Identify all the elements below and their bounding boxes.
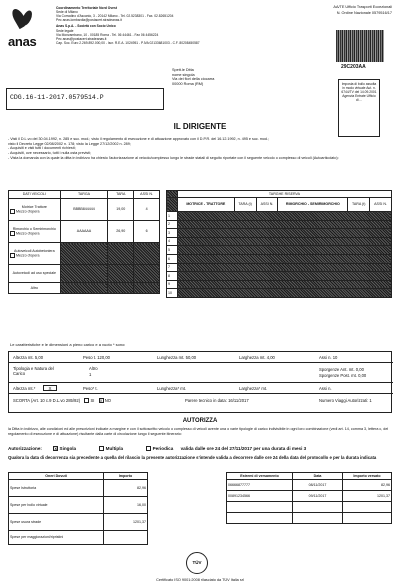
page-title: IL DIRIGENTE	[173, 122, 227, 131]
costs-table: Oneri Dovuti Importo Spese Istruttoria 82,96 Spese per bollo virtuale 16,00 Spese usura strade 1201,37 Spese per maggiorazioni/ripristini	[8, 472, 148, 545]
barcode	[336, 30, 384, 62]
tuv-mark: TÜV	[192, 560, 202, 565]
peso: Peso t. 120,00	[83, 355, 111, 360]
table-row: 00891234566 09/11/2017 1201,37	[227, 491, 392, 502]
assi: Assi n. 10	[319, 355, 338, 360]
authorization-label: Autorizzazione:	[8, 446, 42, 451]
protocol-number: CDG.16-11-2017.0579514.P	[10, 94, 104, 101]
table-row: 4	[167, 237, 392, 246]
tipologia-sub: 1	[89, 372, 92, 377]
table-row	[227, 513, 392, 524]
table-row: 8	[167, 272, 392, 281]
table-row: 2	[167, 220, 392, 229]
payments-table: Estremi di versamento Data Importo versato 06666877777 08/11/2017 82,96 00891234566 09/11/2017 1201,37	[226, 472, 392, 524]
validity: valida dalle ore 24 del 27/11/2017 per una durata di mesi 3	[180, 446, 307, 451]
assi-vuoto: Assi n.	[319, 386, 332, 391]
table-row: Spese per maggiorazioni/ripristini	[9, 531, 148, 545]
reserve-plates-table: TARGHE RISERVA MOTRICE - TRATTORE TARA (t) ASSI N. RIMORCHIO - SEMIRIMORCHIO TARA (t) ASSI N. 1 2 3 4 5 6 7 8 9 10	[166, 190, 392, 298]
table-row: Motrice Trattore Mezzo d'opera BBBB844444 19,00 4	[9, 199, 160, 221]
table-row: 3	[167, 229, 392, 238]
table-row: 1	[167, 212, 392, 221]
certification-text: Certificato ISO 9001:2008 rilasciato da TÜV Italia srl	[156, 578, 244, 582]
tipologia-value: Altro	[89, 366, 98, 371]
authorization-type-row	[8, 446, 392, 452]
table-row: Autoveicoli ad uso speciale	[9, 265, 160, 283]
singola-checkbox: X	[54, 446, 58, 452]
table-row: 5	[167, 246, 392, 255]
office-title: AA/TE Ufficio Trasporti Eccezionali	[333, 5, 392, 9]
preamble: - Visti il D.L.vo del 30.04.1992, n. 285 e suc. mod.; visto il regolamento di esecuzione e di attuazione approvato con il D.P.R. del 16.12.1992, n. 495 e suc. mod.; visto il Decreto Legge 02/08/2002 n. 178; visto la Legge 27/12/2002 n. 289; - Acquisiti e visti tutti i documenti richiesti; - Acquisiti, ove necessario, tutti i nulla osta previsti; - Vista la domanda con la quale la ditta in indirizzo ha chiesto l'autorizzazione al veicolo/complesso lungo le strade statali di seguito riportate con il seguente veicolo o complesso di veicoli (Autoarticolato):	[8, 137, 339, 160]
table-row: Spese per bollo virtuale 16,00	[9, 497, 148, 514]
table-row: 06666877777 08/11/2017 82,96	[227, 480, 392, 491]
sporgenze-ant: Sporgenze Ant. mt. 0,00	[319, 367, 364, 372]
scorta-no-label: NO	[104, 398, 112, 403]
company-name: anas	[8, 34, 37, 49]
parere-tecnico: Parere tecnico in data: 16/11/2017	[185, 398, 249, 403]
larghezza: Larghezza mt. 4,00	[239, 355, 275, 360]
table-row: 10	[167, 289, 392, 298]
tipologia-label: Tipologia e Natura del Carico	[13, 366, 54, 377]
table-row: 6	[167, 254, 392, 263]
scorta-row	[13, 398, 111, 403]
scorta-si-checkbox	[84, 398, 89, 403]
vehicles-table: DATI VEICOLI TARGA TARA ASSI N. Motrice Trattore Mezzo d'opera BBBB844444 19,00 4 Rimorchio o Semirimorchio Mezzo d'opera AAAAAA 26,90 6 Autoveicoli Autobetoniera Mezzo d'opera Autoveicoli ad uso speciale Altro	[8, 190, 160, 294]
authorization-note: Qualora la data di decorrenza sia precedente a quella del rilascio la presente autorizzazione s'intende valida a decorrere dalle ore 24 della data del protocollo e per la durata indicata	[8, 455, 377, 460]
authorization-text: la Ditta in indirizzo, alle condizioni ed alle prescrizioni indicate a margine e con il sottoscritto veicolo o complesso di veicoli avente una o varie tipologie di carico indivisibile in ogni loro combinazione (vedi art. 14, comma 3, lettera c, del regolamento di esecuzione e di attuazione) risultante dalla carte di circolazione lungo il seguente itinerario:	[8, 427, 389, 436]
multipla-label: Multipla	[105, 446, 124, 451]
altezza-vuoto: Altezza mt.*	[13, 386, 36, 391]
altezza: Altezza mt. 5,00	[13, 355, 44, 360]
table-row	[227, 502, 392, 513]
table-row: 7	[167, 263, 392, 272]
recipient-address: Spett.le Ditta nome singola Via dei fiori della ciocarra 00000 Roma (RM)	[172, 68, 215, 87]
tax-stamp: Imposta di bollo assolta in modo virtuale Aut. n. 6744/TV del 14.09.2001 Agenzia Entrate Ufficio di ...	[338, 79, 380, 137]
scorta-si-label: SI	[90, 398, 95, 403]
protocol-box	[6, 88, 164, 110]
characteristics-box: Altezza mt. 5,00 Peso t. 120,00 Lunghezza mt. 50,00 Larghezza mt. 4,00 Assi n. 10 Tipologia e Natura del Carico Altro 1 Sporgenze Ant. mt. 0,00 Sporgenze Post. mt. 0,00 Altezza mt.* X Peso* t. Lunghezza* mt. Larghezza* mt. Assi n. SCORTA (Art. 10 c.9 D.L.vo 285/92) SI X NO Parere tecnico in data: 16/11/2017 Numero Viaggi Autorizzati: 1	[8, 351, 392, 413]
characteristics-intro: Le caratteristiche e le dimensioni a pieno carico e a vuoto * sono:	[10, 342, 126, 347]
anas-logo	[8, 6, 42, 50]
table-row: Spese Istruttoria 82,96	[9, 480, 148, 497]
table-row: 9	[167, 280, 392, 289]
larghezza-vuoto: Larghezza* mt.	[239, 386, 268, 391]
company-address: Coordinamento Territoriale Nord Ovest Sede di Milano Via Corradino d'Ascanio, 3 - 20142 Milano - Tel. 02.5238301 - Fax. 02.82651204 Pec anas.lombardia@postacert.stradeanas.it Anas S.p.A. - Società con Socio Unico Sede legale Via Monzambano, 10 - 00185 Roma - Tel. 06 44461 - Fax 06 4456224 Pec anas@postacert.stradeanas.it Cap. Soc. Euro 2.269.892.000,00 - Iscr. R.E.A. 1024951 - P.IVA 02133681003 - C.F. 80208450587	[56, 6, 200, 45]
table-row: Spese usura strade 1201,37	[9, 514, 148, 531]
order-number: N. Ordine Nazionale 0579516/17	[336, 11, 392, 15]
numero-viaggi: Numero Viaggi Autorizzati: 1	[319, 398, 372, 403]
scorta-no-checkbox: X	[99, 398, 103, 404]
lunghezza: Lunghezza mt. 50,00	[157, 355, 197, 360]
periodica-checkbox	[146, 446, 151, 451]
authorization-title: AUTORIZZA	[182, 418, 218, 424]
peso-vuoto: Peso* t.	[83, 386, 98, 391]
singola-label: Singola	[59, 446, 77, 451]
table-row: Autoveicoli Autobetoniera Mezzo d'opera	[9, 243, 160, 265]
sporgenze-post: Sporgenze Post. mt. 0,00	[319, 373, 367, 378]
table-row: Altro	[9, 283, 160, 294]
lunghezza-vuoto: Lunghezza* mt.	[157, 386, 187, 391]
logo-leaf-icon	[20, 9, 34, 27]
multipla-checkbox	[99, 446, 104, 451]
stamp-code: 29C203AA	[341, 64, 366, 70]
scorta-label: SCORTA (Art. 10 c.9 D.L.vo 285/92)	[13, 398, 81, 403]
table-row: Rimorchio o Semirimorchio Mezzo d'opera AAAAAA 26,90 6	[9, 221, 160, 243]
tuv-logo	[186, 552, 208, 574]
periodica-label: Periodica	[152, 446, 174, 451]
